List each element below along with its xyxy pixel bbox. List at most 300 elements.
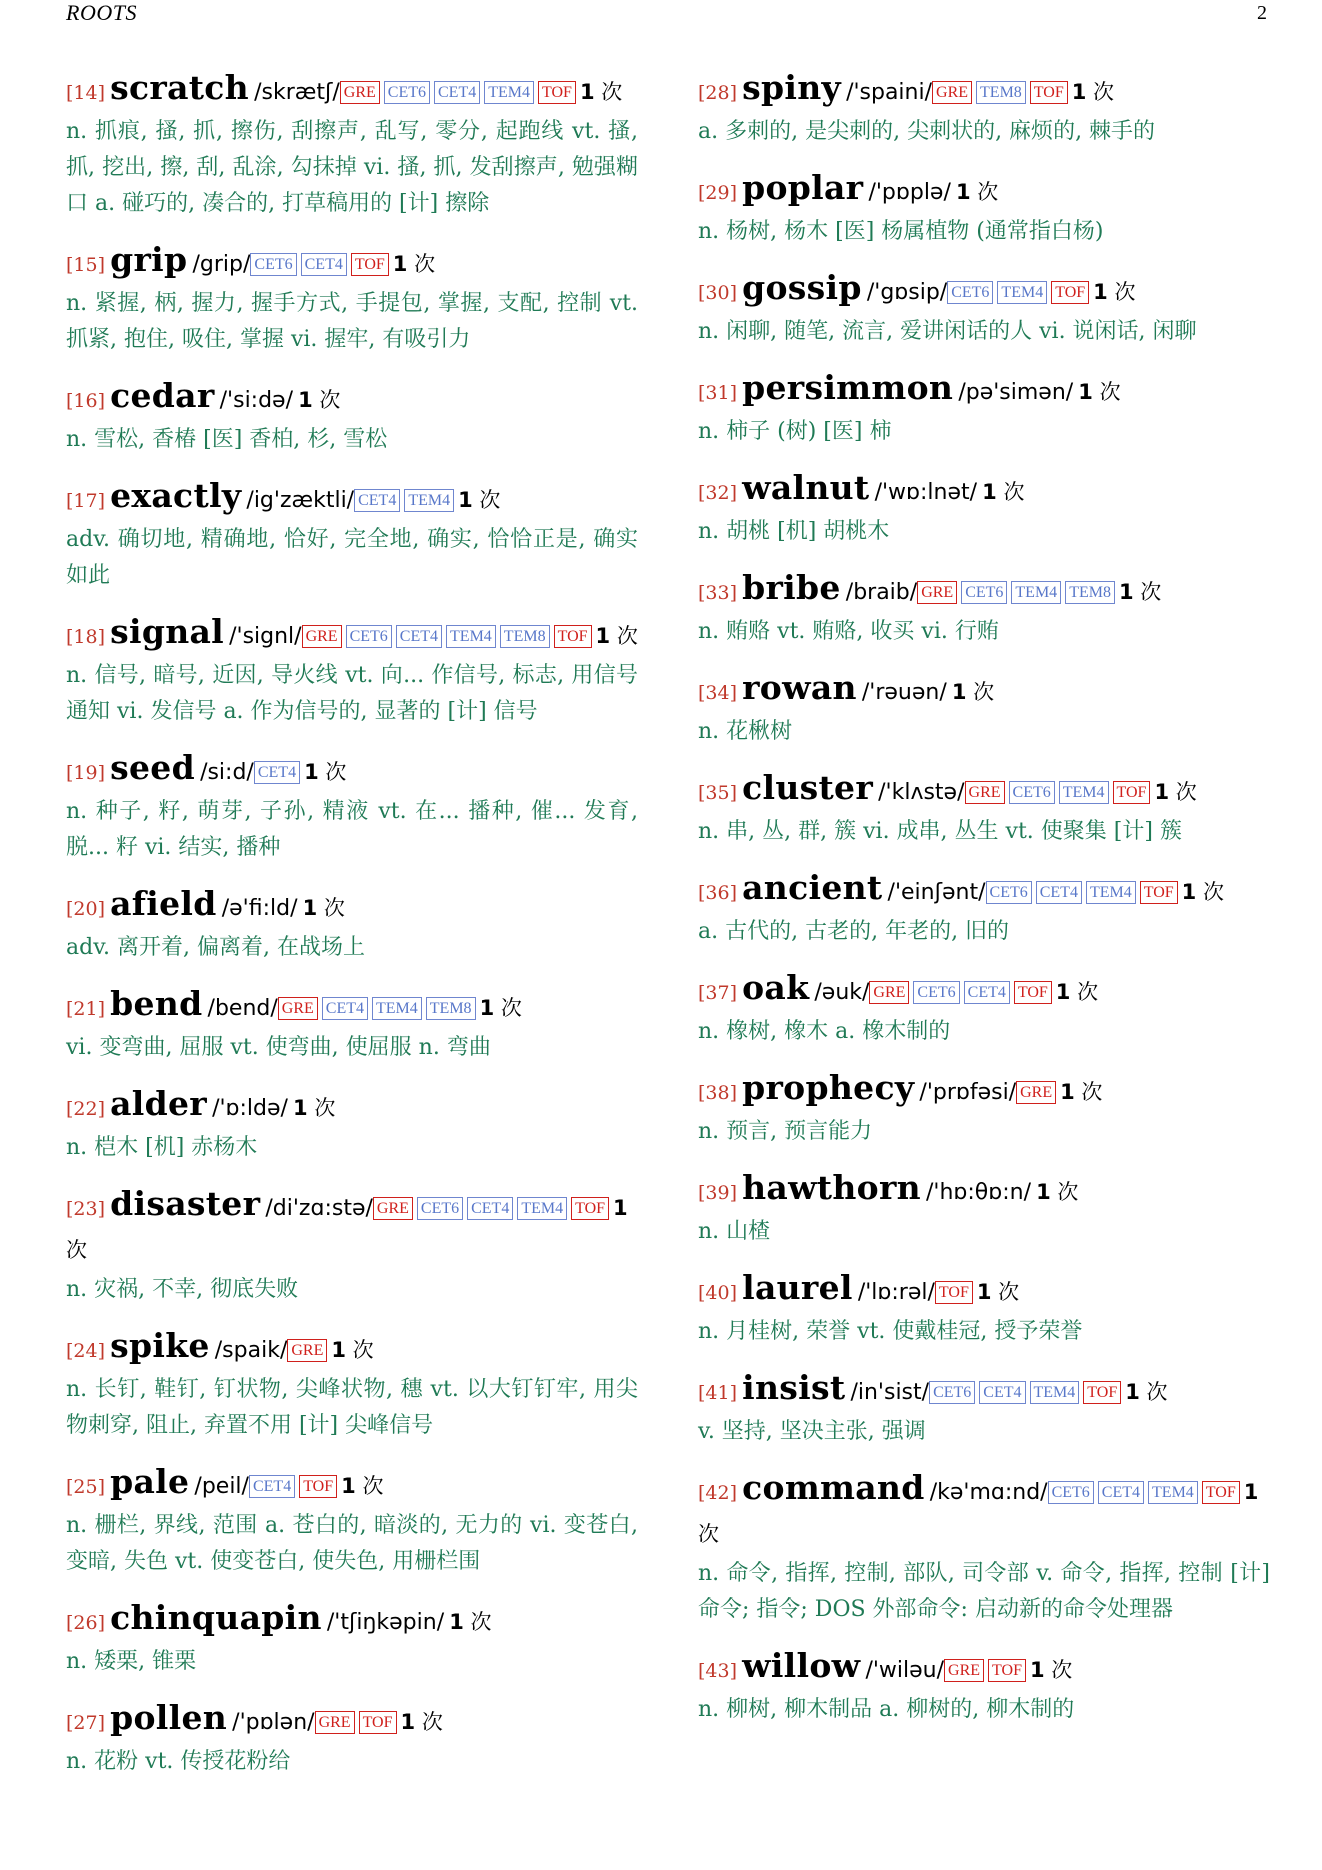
entry-headline xyxy=(66,476,638,522)
entry-number: [19] xyxy=(66,762,106,784)
entry-headline xyxy=(698,768,1270,814)
entry-number: [36] xyxy=(698,882,738,904)
entry-headline xyxy=(66,884,638,930)
right-column xyxy=(698,68,1270,1728)
occurrence-count-number: 1 xyxy=(1055,980,1071,1004)
occurrence-count xyxy=(1182,880,1224,904)
exam-tag-tof: TOF xyxy=(1051,281,1089,304)
exam-tag-tem4: TEM4 xyxy=(404,489,454,512)
occurrence-count xyxy=(1056,980,1098,1004)
definition: n. 雪松, 香椿 [医] 香柏, 杉, 雪松 xyxy=(66,427,388,452)
headword: grip xyxy=(110,240,188,279)
word-entry xyxy=(698,1646,1270,1728)
occurrence-count-number: 1 xyxy=(595,624,611,648)
entry-number: [28] xyxy=(698,82,738,104)
exam-tag-cet6: CET6 xyxy=(986,881,1032,904)
occurrence-count-suffix: 次 xyxy=(601,80,623,104)
exam-tag-gre: GRE xyxy=(965,781,1005,804)
exam-tag-tof: TOF xyxy=(935,1281,973,1304)
word-entry xyxy=(66,68,638,222)
exam-tag-tof: TOF xyxy=(538,81,576,104)
exam-tag-tof: TOF xyxy=(1014,981,1052,1004)
entry-number: [30] xyxy=(698,282,738,304)
definition: n. 抓痕, 搔, 抓, 擦伤, 刮擦声, 乱写, 零分, 起跑线 vt. 搔, 抓, 挖出, 擦, 刮, 乱涂, 勾抹掉 vi. 搔, 抓, 发刮擦声, 勉强糊口 a. 碰巧的, 凑合的, 打草稿用的 [计] 擦除 xyxy=(66,119,638,216)
pronunciation: /'wɒ:lnət/ xyxy=(874,480,978,505)
occurrence-count-number: 1 xyxy=(331,1338,346,1362)
occurrence-count-number: 1 xyxy=(298,388,313,412)
left-column xyxy=(66,68,638,1780)
entry-headline xyxy=(698,368,1270,414)
entry-number: [39] xyxy=(698,1182,738,1204)
definition: n. 柿子 (树) [医] 柿 xyxy=(698,419,892,444)
entry-headline xyxy=(66,1184,638,1272)
exam-tag-tem4: TEM4 xyxy=(997,281,1047,304)
occurrence-count xyxy=(393,252,435,276)
exam-tag-cet4: CET4 xyxy=(467,1197,513,1220)
occurrence-count xyxy=(1036,1180,1078,1204)
exam-tag-gre: GRE xyxy=(340,81,380,104)
definition: a. 多刺的, 是尖刺的, 尖刺状的, 麻烦的, 棘手的 xyxy=(698,119,1156,144)
pronunciation: /'einʃənt/ xyxy=(887,880,986,905)
headword: laurel xyxy=(742,1268,853,1307)
exam-tag-tof: TOF xyxy=(1083,1381,1121,1404)
occurrence-count xyxy=(480,996,522,1020)
entry-headline xyxy=(66,240,638,286)
occurrence-count xyxy=(1072,80,1114,104)
exam-tag-tem4: TEM4 xyxy=(1086,881,1136,904)
headword: gossip xyxy=(742,268,862,307)
occurrence-count-number: 1 xyxy=(304,760,319,784)
word-entry xyxy=(698,1368,1270,1450)
entry-headline xyxy=(698,1068,1270,1114)
headword: signal xyxy=(110,612,225,651)
exam-tag-tof: TOF xyxy=(351,253,389,276)
headword: spiny xyxy=(742,68,841,107)
headword: afield xyxy=(110,884,217,923)
headword: chinquapin xyxy=(110,1598,322,1637)
entry-headline xyxy=(66,1598,638,1644)
word-entry xyxy=(698,468,1270,550)
exam-tag-cet4: CET4 xyxy=(434,81,480,104)
definition: n. 山楂 xyxy=(698,1219,771,1244)
exam-tag-cet4: CET4 xyxy=(249,1475,295,1498)
headword: hawthorn xyxy=(742,1168,921,1207)
word-entry xyxy=(698,368,1270,450)
occurrence-count-suffix: 次 xyxy=(66,1238,87,1262)
page-header-title: ROOTS xyxy=(66,0,137,25)
occurrence-count-suffix: 次 xyxy=(325,760,347,784)
occurrence-count-suffix: 次 xyxy=(470,1610,492,1634)
definition: n. 花楸树 xyxy=(698,719,793,744)
exam-tag-cet6: CET6 xyxy=(929,1381,975,1404)
occurrence-count-number: 1 xyxy=(1154,780,1170,804)
definition: n. 预言, 预言能力 xyxy=(698,1119,873,1144)
exam-tag-cet6: CET6 xyxy=(346,625,392,648)
occurrence-count-number: 1 xyxy=(1036,1180,1051,1204)
word-entry xyxy=(698,1268,1270,1350)
word-entry xyxy=(66,376,638,458)
definition: n. 矮栗, 锥栗 xyxy=(66,1649,197,1674)
entry-headline xyxy=(66,984,638,1030)
entry-number: [35] xyxy=(698,782,738,804)
exam-tag-cet4: CET4 xyxy=(964,981,1010,1004)
word-entry xyxy=(66,240,638,358)
exam-tag-cet4: CET4 xyxy=(396,625,442,648)
definition: n. 栅栏, 界线, 范围 a. 苍白的, 暗淡的, 无力的 vi. 变苍白, 变暗, 失色 vt. 使变苍白, 使失色, 用栅栏围 xyxy=(66,1513,638,1574)
occurrence-count-suffix: 次 xyxy=(998,1280,1020,1304)
occurrence-count-number: 1 xyxy=(400,1710,416,1734)
entry-number: [31] xyxy=(698,382,738,404)
headword: walnut xyxy=(742,468,870,507)
occurrence-count-suffix: 次 xyxy=(1003,480,1025,504)
pronunciation: /'pɒlən/ xyxy=(232,1710,315,1735)
headword: cluster xyxy=(742,768,874,807)
exam-tag-tof: TOF xyxy=(1202,1481,1240,1504)
entry-headline xyxy=(698,668,1270,714)
occurrence-count xyxy=(401,1710,443,1734)
occurrence-count-suffix: 次 xyxy=(500,996,522,1020)
entry-headline xyxy=(698,568,1270,614)
occurrence-count-number: 1 xyxy=(479,996,495,1020)
exam-tag-cet4: CET4 xyxy=(1036,881,1082,904)
headword: prophecy xyxy=(742,1068,915,1107)
word-entry xyxy=(66,1698,638,1780)
exam-tag-tem4: TEM4 xyxy=(446,625,496,648)
entry-headline xyxy=(698,1168,1270,1214)
occurrence-count-suffix: 次 xyxy=(1081,1080,1103,1104)
pronunciation: /peil/ xyxy=(194,1474,249,1499)
exam-tag-cet4: CET4 xyxy=(354,489,400,512)
pronunciation: /'signl/ xyxy=(229,624,302,649)
entry-number: [42] xyxy=(698,1482,738,1504)
entry-number: [15] xyxy=(66,254,106,276)
exam-tag-tem4: TEM4 xyxy=(1148,1481,1198,1504)
entry-headline xyxy=(698,68,1270,114)
exam-tag-tem8: TEM8 xyxy=(426,997,476,1020)
entry-number: [22] xyxy=(66,1098,106,1120)
occurrence-count-number: 1 xyxy=(1071,80,1087,104)
entry-number: [16] xyxy=(66,390,106,412)
headword: pale xyxy=(110,1462,190,1501)
occurrence-count-number: 1 xyxy=(1093,280,1108,304)
occurrence-count xyxy=(341,1474,383,1498)
pronunciation: /'lɒ:rəl/ xyxy=(857,1280,935,1305)
definition: adv. 离开着, 偏离着, 在战场上 xyxy=(66,935,365,960)
exam-tag-tem4: TEM4 xyxy=(1030,1381,1080,1404)
entry-number: [24] xyxy=(66,1340,106,1362)
occurrence-count-number: 1 xyxy=(982,480,997,504)
pronunciation: /'si:də/ xyxy=(219,388,293,413)
headword: seed xyxy=(110,748,195,787)
occurrence-count xyxy=(331,1338,373,1362)
occurrence-count-suffix: 次 xyxy=(616,624,638,648)
occurrence-count-suffix: 次 xyxy=(352,1338,374,1362)
pronunciation: /si:d/ xyxy=(200,760,254,785)
occurrence-count xyxy=(298,388,340,412)
exam-tag-cet4: CET4 xyxy=(979,1381,1025,1404)
occurrence-count-suffix: 次 xyxy=(1099,380,1121,404)
headword: scratch xyxy=(110,68,249,107)
occurrence-count-number: 1 xyxy=(1060,1080,1075,1104)
exam-tag-cet6: CET6 xyxy=(913,981,959,1004)
occurrence-count-suffix: 次 xyxy=(1175,780,1197,804)
occurrence-count xyxy=(1119,580,1161,604)
entry-number: [23] xyxy=(66,1198,106,1220)
word-entry xyxy=(66,1326,638,1444)
exam-tag-cet6: CET6 xyxy=(1048,1481,1094,1504)
exam-tag-cet6: CET6 xyxy=(961,581,1007,604)
word-entry xyxy=(698,768,1270,850)
occurrence-count xyxy=(1154,780,1196,804)
occurrence-count-number: 1 xyxy=(1078,380,1093,404)
definition: n. 闲聊, 随笔, 流言, 爱讲闲话的人 vi. 说闲话, 闲聊 xyxy=(698,319,1197,344)
entry-headline xyxy=(66,748,638,794)
headword: command xyxy=(742,1468,925,1507)
exam-tag-gre: GRE xyxy=(917,581,957,604)
occurrence-count-number: 1 xyxy=(976,1280,992,1304)
definition: n. 串, 丛, 群, 簇 vi. 成串, 丛生 vt. 使聚集 [计] 簇 xyxy=(698,819,1182,844)
headword: pollen xyxy=(110,1698,228,1737)
word-entry xyxy=(698,568,1270,650)
headword: alder xyxy=(110,1084,207,1123)
pronunciation: /'spaini/ xyxy=(846,80,933,105)
headword: willow xyxy=(742,1646,861,1685)
definition: n. 杨树, 杨木 [医] 杨属植物 (通常指白杨) xyxy=(698,219,1104,244)
occurrence-count xyxy=(982,480,1024,504)
occurrence-count-suffix: 次 xyxy=(973,680,995,704)
word-entry xyxy=(66,476,638,594)
pronunciation: /kə'mɑ:nd/ xyxy=(929,1480,1048,1505)
definition: n. 柳树, 柳木制品 a. 柳树的, 柳木制的 xyxy=(698,1697,1075,1722)
pronunciation: /di'zɑ:stə/ xyxy=(265,1196,373,1221)
exam-tag-gre: GRE xyxy=(373,1197,413,1220)
entry-number: [34] xyxy=(698,682,738,704)
occurrence-count-suffix: 次 xyxy=(414,252,436,276)
exam-tag-tem8: TEM8 xyxy=(976,81,1026,104)
exam-tag-tof: TOF xyxy=(571,1197,609,1220)
exam-tag-tof: TOF xyxy=(1113,781,1151,804)
definition: vi. 变弯曲, 屈服 vt. 使弯曲, 使屈服 n. 弯曲 xyxy=(66,1035,491,1060)
occurrence-count-suffix: 次 xyxy=(362,1474,384,1498)
occurrence-count-suffix: 次 xyxy=(1140,580,1162,604)
entry-headline xyxy=(698,1646,1270,1692)
occurrence-count-number: 1 xyxy=(613,1196,628,1220)
exam-tag-tof: TOF xyxy=(359,1711,397,1734)
pronunciation: /skrætʃ/ xyxy=(254,80,340,105)
occurrence-count-suffix: 次 xyxy=(1077,980,1099,1004)
occurrence-count xyxy=(580,80,622,104)
occurrence-count-number: 1 xyxy=(951,680,967,704)
occurrence-count-suffix: 次 xyxy=(977,180,999,204)
pronunciation: /in'sist/ xyxy=(850,1380,930,1405)
pronunciation: /'rəuən/ xyxy=(861,680,947,705)
occurrence-count-number: 1 xyxy=(1029,1658,1045,1682)
pronunciation: /pə'simən/ xyxy=(958,380,1074,405)
occurrence-count xyxy=(293,1096,335,1120)
word-entry xyxy=(66,884,638,966)
headword: poplar xyxy=(742,168,864,207)
entry-headline xyxy=(698,168,1270,214)
exam-tag-tof: TOF xyxy=(1140,881,1178,904)
exam-tag-gre: GRE xyxy=(302,625,342,648)
occurrence-count-suffix: 次 xyxy=(1114,280,1136,304)
headword: bend xyxy=(110,984,203,1023)
occurrence-count xyxy=(1060,1080,1102,1104)
pronunciation: /bend/ xyxy=(207,996,278,1021)
exam-tag-gre: GRE xyxy=(278,997,318,1020)
definition: n. 长钉, 鞋钉, 钉状物, 尖峰状物, 穗 vt. 以大钉钉牢, 用尖物刺穿, 阻止, 弃置不用 [计] 尖峰信号 xyxy=(66,1377,638,1438)
occurrence-count-number: 1 xyxy=(392,252,408,276)
word-entry xyxy=(66,1462,638,1580)
entry-headline xyxy=(66,1084,638,1130)
definition: n. 月桂树, 荣誉 vt. 使戴桂冠, 授予荣誉 xyxy=(698,1319,1083,1344)
headword: insist xyxy=(742,1368,846,1407)
occurrence-count-suffix: 次 xyxy=(1146,1380,1168,1404)
exam-tag-gre: GRE xyxy=(932,81,972,104)
entry-number: [33] xyxy=(698,582,738,604)
occurrence-count xyxy=(449,1610,491,1634)
word-entry xyxy=(698,68,1270,150)
pronunciation: /spaik/ xyxy=(214,1338,288,1363)
word-entry xyxy=(66,612,638,730)
definition: n. 贿赂 vt. 贿赂, 收买 vi. 行贿 xyxy=(698,619,999,644)
pronunciation: /grip/ xyxy=(192,252,251,277)
headword: ancient xyxy=(742,868,883,907)
headword: rowan xyxy=(742,668,857,707)
exam-tag-cet6: CET6 xyxy=(947,281,993,304)
occurrence-count-number: 1 xyxy=(1118,580,1134,604)
headword: spike xyxy=(110,1326,210,1365)
entry-number: [38] xyxy=(698,1082,738,1104)
headword: bribe xyxy=(742,568,841,607)
definition: n. 信号, 暗号, 近因, 导火线 vt. 向... 作信号, 标志, 用信号通知 vi. 发信号 a. 作为信号的, 显著的 [计] 信号 xyxy=(66,663,638,724)
definition: n. 灾祸, 不幸, 彻底失败 xyxy=(66,1277,299,1302)
pronunciation: /ə'fi:ld/ xyxy=(221,896,298,921)
pronunciation: /'ɒ:ldə/ xyxy=(212,1096,288,1121)
definition: v. 坚持, 坚决主张, 强调 xyxy=(698,1419,926,1444)
occurrence-count-suffix: 次 xyxy=(1051,1658,1073,1682)
occurrence-count xyxy=(458,488,500,512)
occurrence-count-number: 1 xyxy=(1125,1380,1140,1404)
occurrence-count xyxy=(956,180,998,204)
word-entry xyxy=(698,1068,1270,1150)
pronunciation: /'pɒplə/ xyxy=(868,180,951,205)
occurrence-count xyxy=(303,896,345,920)
pronunciation: /'tʃiŋkəpin/ xyxy=(326,1610,445,1635)
occurrence-count xyxy=(1093,280,1135,304)
entry-headline xyxy=(66,1462,638,1508)
occurrence-count-suffix: 次 xyxy=(1093,80,1115,104)
entry-number: [40] xyxy=(698,1282,738,1304)
entry-number: [17] xyxy=(66,490,106,512)
pronunciation: /əuk/ xyxy=(814,980,870,1005)
pronunciation: /'prɒfəsi/ xyxy=(919,1080,1017,1105)
word-entry xyxy=(698,668,1270,750)
occurrence-count-number: 1 xyxy=(341,1474,356,1498)
exam-tag-tem4: TEM4 xyxy=(484,81,534,104)
definition: a. 古代的, 古老的, 年老的, 旧的 xyxy=(698,919,1010,944)
occurrence-count xyxy=(1125,1380,1167,1404)
entry-headline xyxy=(698,968,1270,1014)
exam-tag-gre: GRE xyxy=(944,1659,984,1682)
occurrence-count-suffix: 次 xyxy=(314,1096,336,1120)
entry-headline xyxy=(698,268,1270,314)
occurrence-count-suffix: 次 xyxy=(421,1710,443,1734)
definition: n. 命令, 指挥, 控制, 部队, 司令部 v. 命令, 指挥, 控制 [计] 命令; 指令; DOS 外部命令: 启动新的命令处理器 xyxy=(698,1561,1270,1622)
word-entry xyxy=(698,1468,1270,1628)
occurrence-count-suffix: 次 xyxy=(319,388,341,412)
exam-tag-tof: TOF xyxy=(1030,81,1068,104)
exam-tag-tof: TOF xyxy=(554,625,592,648)
word-entry xyxy=(66,1184,638,1308)
occurrence-count xyxy=(596,624,638,648)
definition: n. 紧握, 柄, 握力, 握手方式, 手提包, 掌握, 支配, 控制 vt. 抓紧, 抱住, 吸住, 掌握 vi. 握牢, 有吸引力 xyxy=(66,291,638,352)
entry-headline xyxy=(66,1326,638,1372)
exam-tag-cet4: CET4 xyxy=(322,997,368,1020)
occurrence-count-number: 1 xyxy=(579,80,595,104)
occurrence-count xyxy=(1078,380,1120,404)
entry-headline xyxy=(698,468,1270,514)
page-number: 2 xyxy=(1257,2,1267,24)
entry-number: [21] xyxy=(66,998,106,1020)
pronunciation: /'wiləu/ xyxy=(865,1658,945,1683)
word-entry xyxy=(66,748,638,866)
word-entry xyxy=(66,1598,638,1680)
entry-number: [25] xyxy=(66,1476,106,1498)
exam-tag-cet4: CET4 xyxy=(254,761,300,784)
word-entry xyxy=(698,168,1270,250)
entry-number: [41] xyxy=(698,1382,738,1404)
exam-tag-tem4: TEM4 xyxy=(372,997,422,1020)
entry-number: [14] xyxy=(66,82,106,104)
definition: n. 胡桃 [机] 胡桃木 xyxy=(698,519,890,544)
occurrence-count-suffix: 次 xyxy=(1202,880,1224,904)
word-entry xyxy=(698,1168,1270,1250)
word-entry xyxy=(66,984,638,1066)
occurrence-count-number: 1 xyxy=(458,488,473,512)
exam-tag-cet6: CET6 xyxy=(417,1197,463,1220)
exam-tag-gre: GRE xyxy=(287,1339,327,1362)
word-entry xyxy=(66,1084,638,1166)
exam-tag-gre: GRE xyxy=(869,981,909,1004)
definition: n. 橡树, 橡木 a. 橡木制的 xyxy=(698,1019,951,1044)
pronunciation: /'klʌstə/ xyxy=(878,780,965,805)
occurrence-count-number: 1 xyxy=(1181,880,1197,904)
occurrence-count-number: 1 xyxy=(302,896,318,920)
word-entry xyxy=(698,268,1270,350)
occurrence-count-suffix: 次 xyxy=(1057,1180,1079,1204)
occurrence-count-number: 1 xyxy=(293,1096,308,1120)
pronunciation: /'hɒ:θɒ:n/ xyxy=(926,1180,1031,1205)
entry-headline xyxy=(698,1368,1270,1414)
definition: adv. 确切地, 精确地, 恰好, 完全地, 确实, 恰恰正是, 确实如此 xyxy=(66,527,638,588)
pronunciation: /braib/ xyxy=(845,580,918,605)
occurrence-count-suffix: 次 xyxy=(479,488,501,512)
exam-tag-cet4: CET4 xyxy=(1098,1481,1144,1504)
definition: n. 花粉 vt. 传授花粉给 xyxy=(66,1749,291,1774)
occurrence-count-suffix: 次 xyxy=(698,1522,719,1546)
pronunciation: /ig'zæktli/ xyxy=(246,488,355,513)
entry-number: [27] xyxy=(66,1712,106,1734)
exam-tag-tem4: TEM4 xyxy=(517,1197,567,1220)
entry-headline xyxy=(698,868,1270,914)
entry-headline xyxy=(66,612,638,658)
occurrence-count-number: 1 xyxy=(1243,1480,1259,1504)
entry-headline xyxy=(698,1268,1270,1314)
occurrence-count xyxy=(304,760,346,784)
entry-number: [26] xyxy=(66,1612,106,1634)
headword: cedar xyxy=(110,376,215,415)
